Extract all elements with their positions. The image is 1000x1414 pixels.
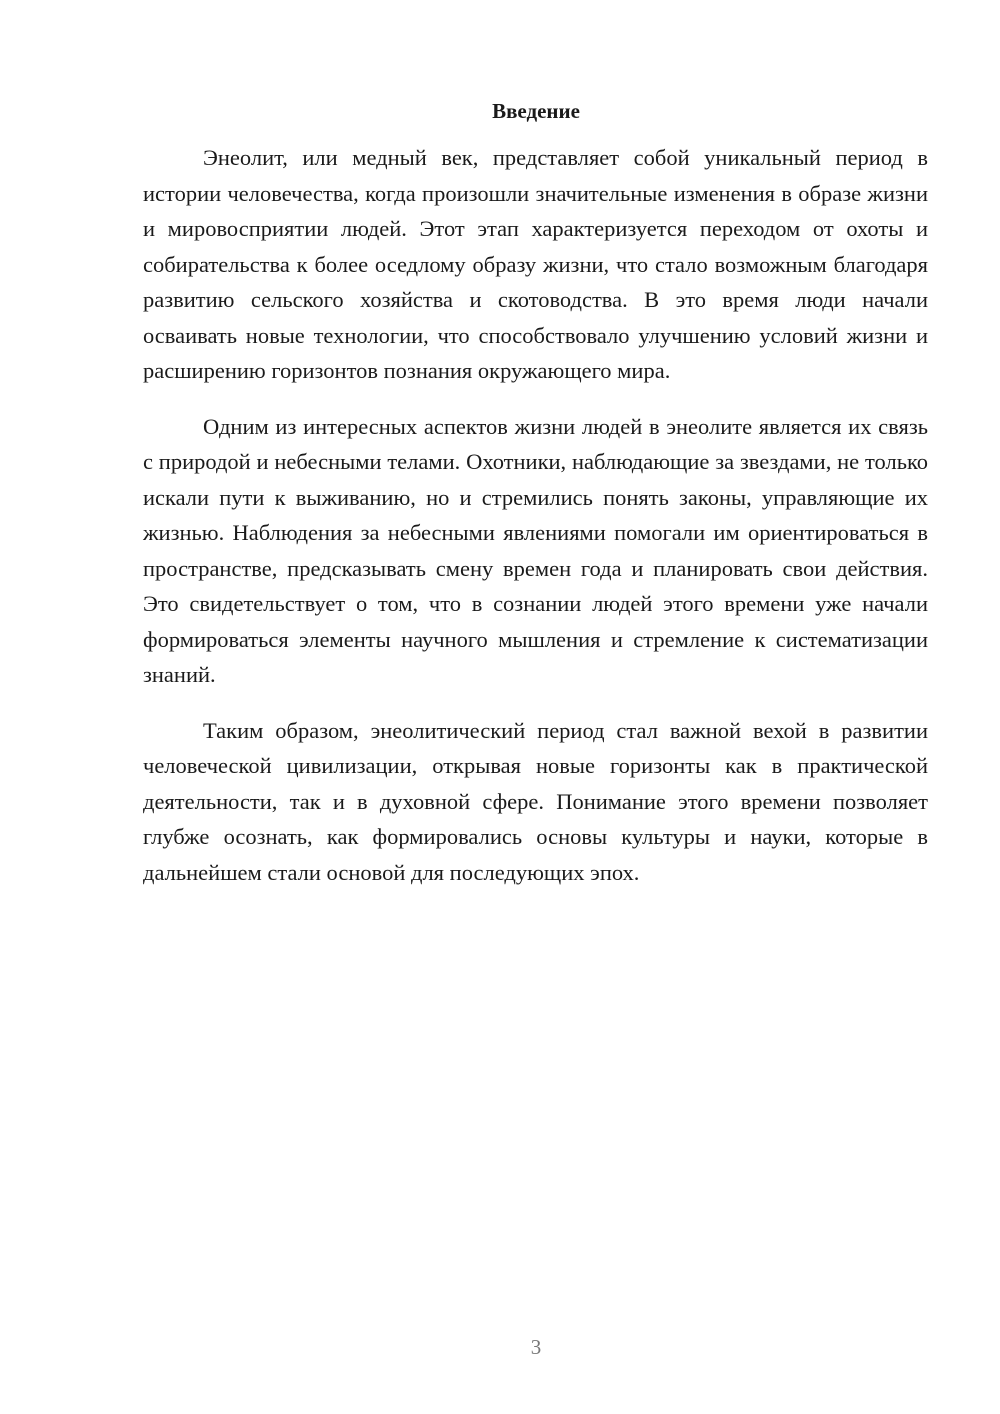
body-text	[143, 140, 928, 910]
paragraph-2: Одним из интересных аспектов жизни людей в энеолите является их связь с природой и небесными телами. Охотники, наблюдающие за звездами, не только искали пути к выживанию, но и стремились понять законы, управляющие их жизнью. Наблюдения за небесными явлениями помогали им ориентироваться в пространстве, предсказывать смену времен года и планировать свои действия. Это свидетельствует о том, что в сознании людей этого времени уже начали формироваться элементы научного мышления и стремление к систематизации знаний.	[143, 413, 928, 687]
section-heading: Введение	[492, 99, 580, 123]
paragraph-3: Таким образом, энеолитический период стал важной вехой в развитии человеческой цивилизации, открывая новые горизонты как в практической деятельности, так и в духовной сфере. Понимание этого времени позволяет глубже осознать, как формировались основы культуры и науки, которые в дальнейшем стали основой для последующих эпох.	[143, 717, 928, 885]
page-number: 3	[530, 1335, 542, 1359]
paragraph-1: Энеолит, или медный век, представляет собой уникальный период в истории человечества, когда произошли значительные изменения в образе жизни и мировосприятии людей. Этот этап характеризуется переходом от охоты и собирательства к более оседлому образу жизни, что стало возможным благодаря развитию сельского хозяйства и скотоводства. В это время люди начали осваивать новые технологии, что способствовало улучшению условий жизни и расширению горизонтов познания окружающего мира.	[143, 145, 928, 383]
